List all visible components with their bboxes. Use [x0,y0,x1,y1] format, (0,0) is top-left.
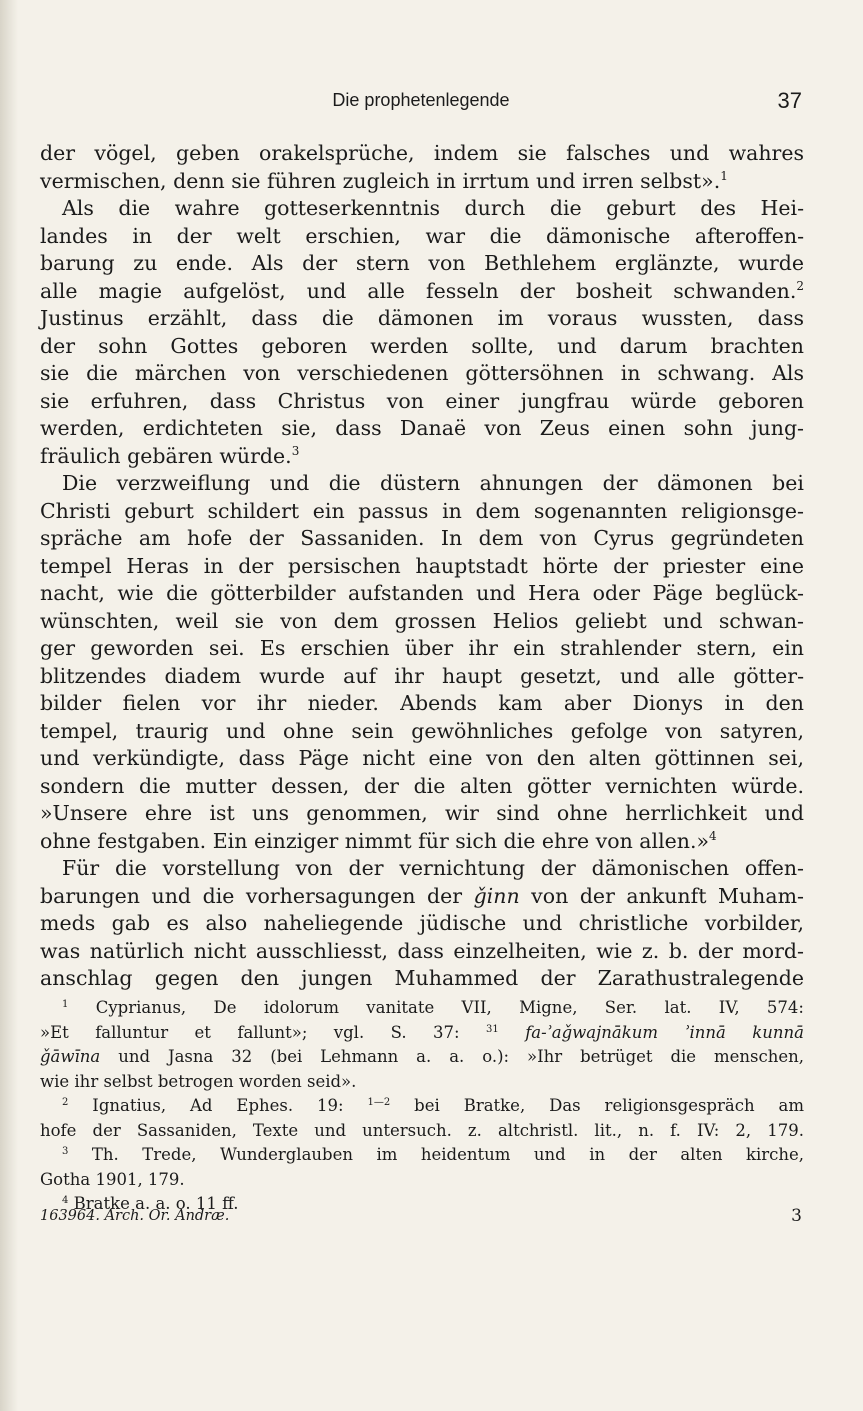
text-line: bilder fielen vor ihr nieder. Abends kam aber Dionys in den [40,691,804,715]
text-line: alle magie aufgelöst, und alle fesseln der bosheit schwanden.$^2$ [40,278,804,303]
footnote-ref: 4 [709,828,717,843]
text-line: »Unsere ehre ist uns genommen, wir sind ohne herrlichkeit und [40,801,804,825]
footnote-line: »Et falluntur et fallunt»; vgl. S. 37: $^{31}$ fa-ʾaǧwajnākum ʾinnā kunnā [40,1022,804,1042]
signature-number: 3 [791,1206,802,1226]
text-line: Christi geburt schildert ein passus in dem sogenannten religionsge- [40,498,804,523]
text-line: werden, erdichteten sie, dass Danaë von Zeus einen sohn jung- [40,416,804,440]
footnote-ref: 3 [291,443,300,458]
signature-text: 163964. Arch. Or. Andræ. [40,1208,230,1224]
footnote-2: $^2$ Ignatius, Ad Ephes. 19: $^{1—2}$ bei Bratke, Das religionsgespräch am [62,1096,804,1115]
text-line: barungen und die vorhersagungen der ǧinn von der ankunft Muham- [40,883,804,908]
text-line: was natürlich nicht ausschliesst, dass einzelheiten, wie z. b. der mord- [40,938,804,963]
text-line: tempel, traurig und ohne sein gewöhnliches gefolge von satyren, [40,718,804,743]
text-line: vermischen, denn sie führen zugleich in irrtum und irren selbst».$^1$ [40,168,728,193]
footnote-ref: 2 [796,278,804,293]
footnote-ref: 1 [720,168,728,183]
text-line: der vögel, geben orakelsprüche, indem sie falsches und wahres [40,141,804,165]
text-line: sie erfuhren, dass Christus von einer jungfrau würde geboren [40,388,804,413]
text-line: wünschten, weil sie von dem grossen Helios geliebt und schwan- [40,608,804,633]
footnote-4: $^4$ Bratke a. a. o. 11 ff. [62,1194,239,1213]
text-line: ohne festgaben. Ein einziger nimmt für sich die ehre von allen.»$^4$ [40,828,717,853]
printer-signature [40,1208,804,1232]
text-line: Justinus erzählt, dass die dämonen im voraus wussten, dass [40,306,804,330]
text-line: spräche am hofe der Sassaniden. In dem von Cyrus gegründeten [40,526,804,550]
running-head [40,88,802,116]
text-line: und verkündigte, dass Päge nicht eine von den alten göttinnen sei, [40,746,804,770]
page-edge-shadow [0,0,18,1411]
running-title: Die prophetenlegende [332,90,510,110]
text-line: der sohn Gottes geboren werden sollte, und darum brachten [40,333,804,358]
text-line: nacht, wie die götterbilder aufstanden und Hera oder Päge beglück- [40,581,804,605]
footnote-line: wie ihr selbst betrogen worden seid». [40,1071,357,1091]
footnote-1: $^1$ Cyprianus, De idolorum vanitate VII, Migne, Ser. lat. IV, 574: [62,998,804,1017]
footnote-line: hofe der Sassaniden, Texte und untersuch. z. altchristl. lit., n. f. IV: 2, 179. [40,1120,804,1140]
text-line: blitzendes diadem wurde auf ihr haupt gesetzt, und alle götter- [40,663,804,688]
footnote-line: Gotha 1901, 179. [40,1169,185,1189]
text-line: Für die vorstellung von der vernichtung der dämonischen offen- [62,856,804,880]
text-line: fräulich gebären würde.$^3$ [40,443,300,468]
text-line: sondern die mutter dessen, der die alten götter vernichten würde. [40,773,804,798]
footnote-line: ǧāwīna und Jasna 32 (bei Lehmann a. a. o.): »Ihr betrüget die menschen, [40,1047,804,1066]
text-line: sie die märchen von verschiedenen göttersöhnen in schwang. Als [40,361,804,385]
text-line: anschlag gegen den jungen Muhammed der Zarathustralegende [40,966,804,990]
text-line: tempel Heras in der persischen hauptstadt hörte der priester eine [40,553,804,578]
italic-term: ǧinn [473,883,520,908]
text-line: Die verzweiflung und die düstern ahnungen der dämonen bei [62,471,804,495]
main-text [40,140,804,993]
footnotes [40,996,804,1217]
footnote-3: $^3$ Th. Trede, Wunderglauben im heidentum und in der alten kirche, [62,1145,804,1164]
text-line: ger geworden sei. Es erschien über ihr ein strahlender stern, ein [40,636,804,660]
text-line: meds gab es also naheliegende jüdische und christliche vorbilder, [40,911,804,935]
text-line: barung zu ende. Als der stern von Bethlehem erglänzte, wurde [40,251,804,275]
text-line: landes in der welt erschien, war die dämonische afteroffen- [40,223,804,248]
page-number: 37 [777,88,802,113]
text-line: Als die wahre gotteserkenntnis durch die geburt des Hei- [62,196,804,220]
